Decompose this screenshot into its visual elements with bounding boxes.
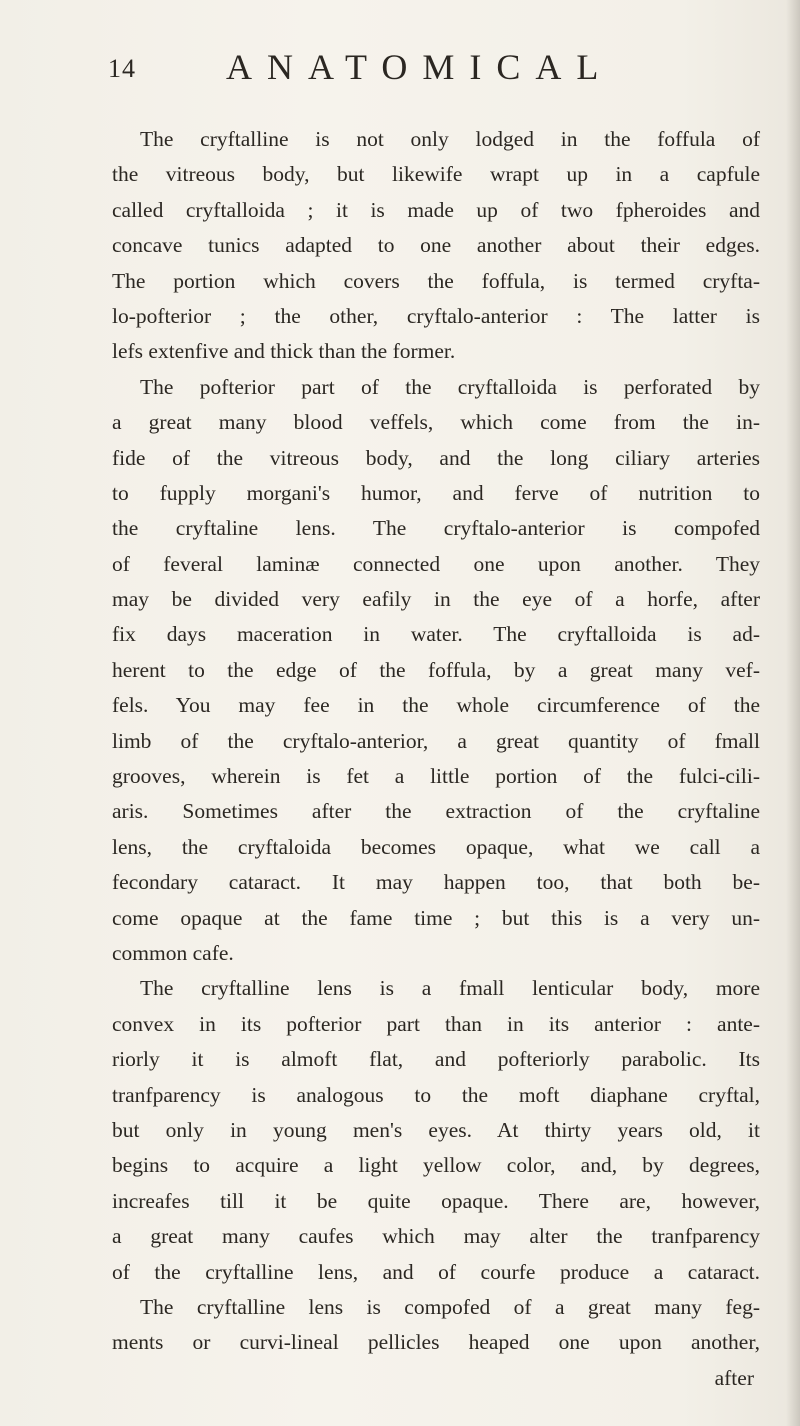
text-line: grooves, wherein is fet a little portion of the fulci-cili- xyxy=(112,764,760,789)
text-line: limb of the cryftalo-anterior, a great quantity of fmall xyxy=(112,728,760,753)
page-edge-shadow xyxy=(786,0,800,1426)
text-line: lo-pofterior ; the other, cryftalo-anterior : The latter is xyxy=(112,303,760,328)
text-line: may be divided very eafily in the eye of a horfe, after xyxy=(112,587,760,612)
text-line: fide of the vitreous body, and the long ciliary arteries xyxy=(112,445,760,470)
text-line: herent to the edge of the foffula, by a great many vef- xyxy=(112,657,760,682)
text-line: a great many blood veffels, which come from the in- xyxy=(112,410,760,435)
text-line: ments or curvi-lineal pellicles heaped one upon another, xyxy=(112,1330,760,1355)
running-head: ANATOMICAL xyxy=(226,47,614,87)
text-line: but only in young men's eyes. At thirty years old, it xyxy=(112,1117,760,1142)
catchword: after xyxy=(714,1365,754,1390)
text-line: begins to acquire a light yellow color, and, by degrees, xyxy=(112,1153,760,1178)
text-line: The cryftalline lens is a fmall lenticular body, more xyxy=(140,976,760,1001)
text-line: fecondary cataract. It may happen too, that both be- xyxy=(112,870,760,895)
text-line: tranfparency is analogous to the moft diaphane cryftal, xyxy=(112,1082,760,1107)
text-line: fix days maceration in water. The cryftalloida is ad- xyxy=(112,622,760,647)
text-line: of feveral laminæ connected one upon another. They xyxy=(112,551,760,576)
text-line: aris. Sometimes after the extraction of the cryftaline xyxy=(112,799,760,824)
text-line: convex in its pofterior part than in its anterior : ante- xyxy=(112,1011,760,1036)
text-line: riorly it is almoft flat, and pofteriorly parabolic. Its xyxy=(112,1047,760,1072)
text-line: to fupply morgani's humor, and ferve of nutrition to xyxy=(112,480,760,505)
text-line: increafes till it be quite opaque. There are, however, xyxy=(112,1188,760,1213)
page-number: 14 xyxy=(108,54,136,83)
text-line: called cryftalloida ; it is made up of two fpheroides and xyxy=(112,197,760,222)
text-line: The cryftalline lens is compofed of a great many feg- xyxy=(140,1294,760,1319)
text-line: the cryftaline lens. The cryftalo-anterior is compofed xyxy=(112,516,760,541)
text-line: come opaque at the fame time ; but this is a very un- xyxy=(112,905,760,930)
text-line: lens, the cryftaloida becomes opaque, what we call a xyxy=(112,834,760,859)
text-line: The portion which covers the foffula, is termed cryfta- xyxy=(112,268,760,293)
page-header xyxy=(0,44,800,94)
text-line: concave tunics adapted to one another about their edges. xyxy=(112,233,760,258)
body-text xyxy=(112,122,760,1396)
text-line: lefs extenfive and thick than the former. xyxy=(112,339,456,364)
text-line: The cryftalline is not only lodged in the foffula of xyxy=(140,127,760,151)
text-line: the vitreous body, but likewife wrapt up in a capfule xyxy=(112,162,760,187)
text-line: common cafe. xyxy=(112,940,234,965)
text-line: a great many caufes which may alter the tranfparency xyxy=(112,1224,760,1249)
text-line: of the cryftalline lens, and of courfe produce a cataract. xyxy=(112,1259,760,1284)
text-line: The pofterior part of the cryftalloida is perforated by xyxy=(140,374,760,399)
text-line: fels. You may fee in the whole circumference of the xyxy=(112,693,760,718)
